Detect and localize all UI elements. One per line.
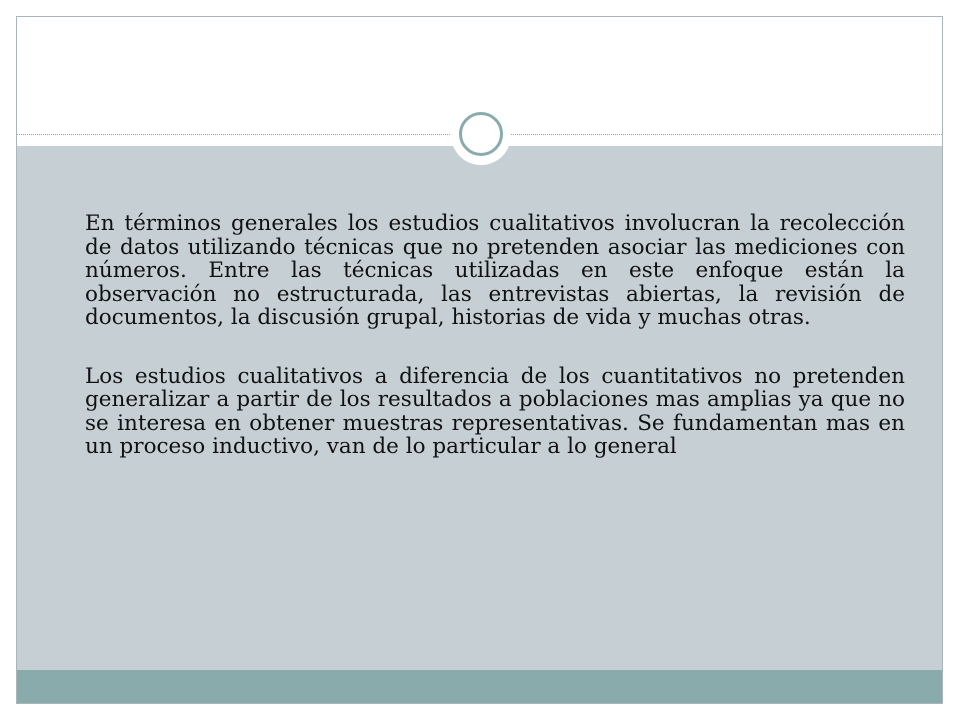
body-text xyxy=(85,212,905,459)
circle-ornament-icon xyxy=(459,112,503,156)
paragraph-qualitative-generalization: Los estudios cualitativos a diferencia de los cuantitativos no pretenden generalizar a partir de los resultados a poblaciones mas amplias ya que no se interesa en obtener muestras representativas. Se fundamentan mas en un proceso inductivo, van de lo particular a lo general xyxy=(85,363,905,459)
footer-band xyxy=(17,670,942,703)
paragraph-qualitative-techniques: En términos generales los estudios cualitativos involucran la recolección de datos utilizando técnicas que no pretenden asociar las mediciones con números. Entre las técnicas utilizadas en este enfoque están la observación no estructurada, las entrevistas abiertas, la revisión de documentos, la discusión grupal, historias de vida y muchas otras. xyxy=(85,211,905,330)
